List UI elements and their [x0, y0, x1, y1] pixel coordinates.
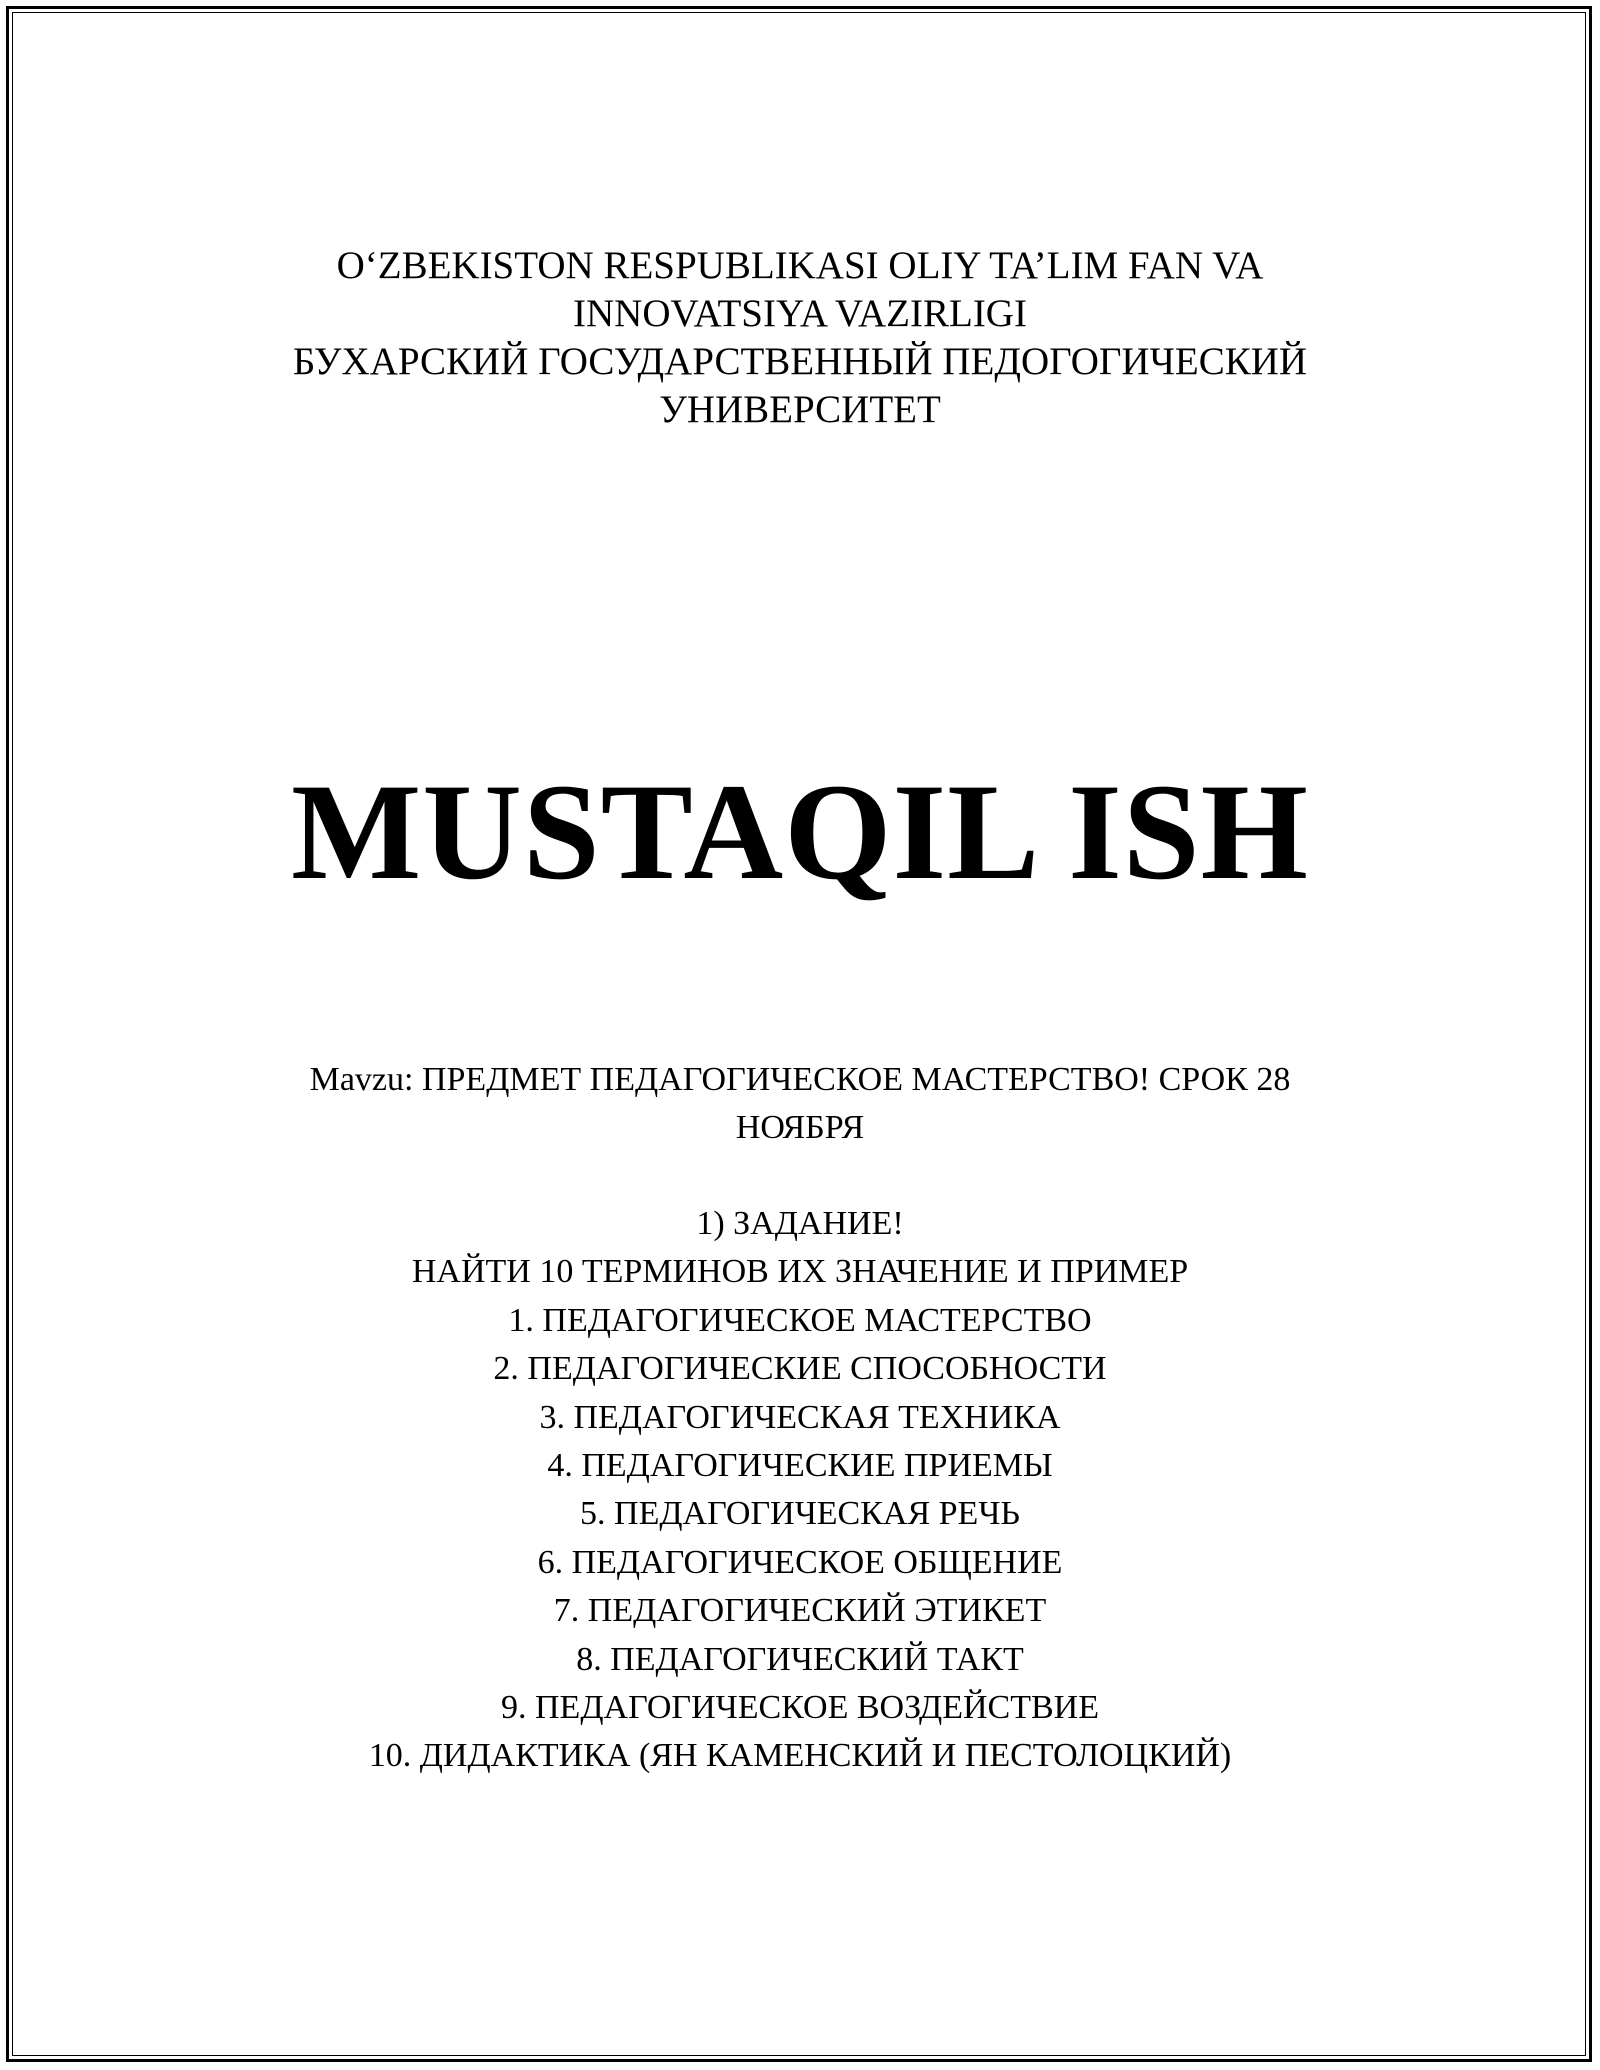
term-item: 8. ПЕДАГОГИЧЕСКИЙ ТАКТ	[576, 1640, 1024, 1678]
header-line: БУХАРСКИЙ ГОСУДАРСТВЕННЫЙ ПЕДОГОГИЧЕСКИЙ	[292, 340, 1308, 383]
term-item: 9. ПЕДАГОГИЧЕСКОЕ ВОЗДЕЙСТВИЕ	[501, 1689, 1099, 1727]
header-line: УНИВЕРСИТЕТ	[659, 388, 941, 431]
header-line: INNOVATSIYA VAZIRLIGI	[573, 292, 1027, 335]
term-item: 2. ПЕДАГОГИЧЕСКИЕ СПОСОБНОСТИ	[493, 1350, 1107, 1388]
task-block	[0, 1200, 1600, 1781]
term-item: 7. ПЕДАГОГИЧЕСКИЙ ЭТИКЕТ	[553, 1592, 1047, 1630]
term-item: 5. ПЕДАГОГИЧЕСКАЯ РЕЧЬ	[580, 1495, 1020, 1533]
term-item: 1. ПЕДАГОГИЧЕСКОЕ МАСТЕРСТВО	[508, 1301, 1092, 1339]
header-line: O‘ZBEKISTON RESPUBLIKASI OLIY TA’LIM FAN VA	[336, 244, 1264, 287]
document-title: MUSTAQIL ISH	[291, 755, 1309, 908]
topic-block	[0, 1056, 1600, 1152]
term-item: 3. ПЕДАГОГИЧЕСКАЯ ТЕХНИКА	[539, 1398, 1061, 1436]
task-heading: 1) ЗАДАНИЕ!	[696, 1205, 904, 1242]
ministry-header	[0, 242, 1600, 434]
topic-line: НОЯБРЯ	[735, 1109, 865, 1146]
term-item: 10. ДИДАКТИКА (ЯН КАМЕНСКИЙ И ПЕСТОЛОЦКИЙ)	[368, 1737, 1232, 1775]
topic-line: Mavzu: ПРЕДМЕТ ПЕДАГОГИЧЕСКОЕ МАСТЕРСТВО! СРОК 28	[309, 1061, 1291, 1098]
task-instruction: НАЙТИ 10 ТЕРМИНОВ ИХ ЗНАЧЕНИЕ И ПРИМЕР	[411, 1253, 1189, 1291]
term-item: 4. ПЕДАГОГИЧЕСКИЕ ПРИЕМЫ	[547, 1447, 1053, 1485]
term-item: 6. ПЕДАГОГИЧЕСКОЕ ОБЩЕНИЕ	[537, 1543, 1063, 1581]
